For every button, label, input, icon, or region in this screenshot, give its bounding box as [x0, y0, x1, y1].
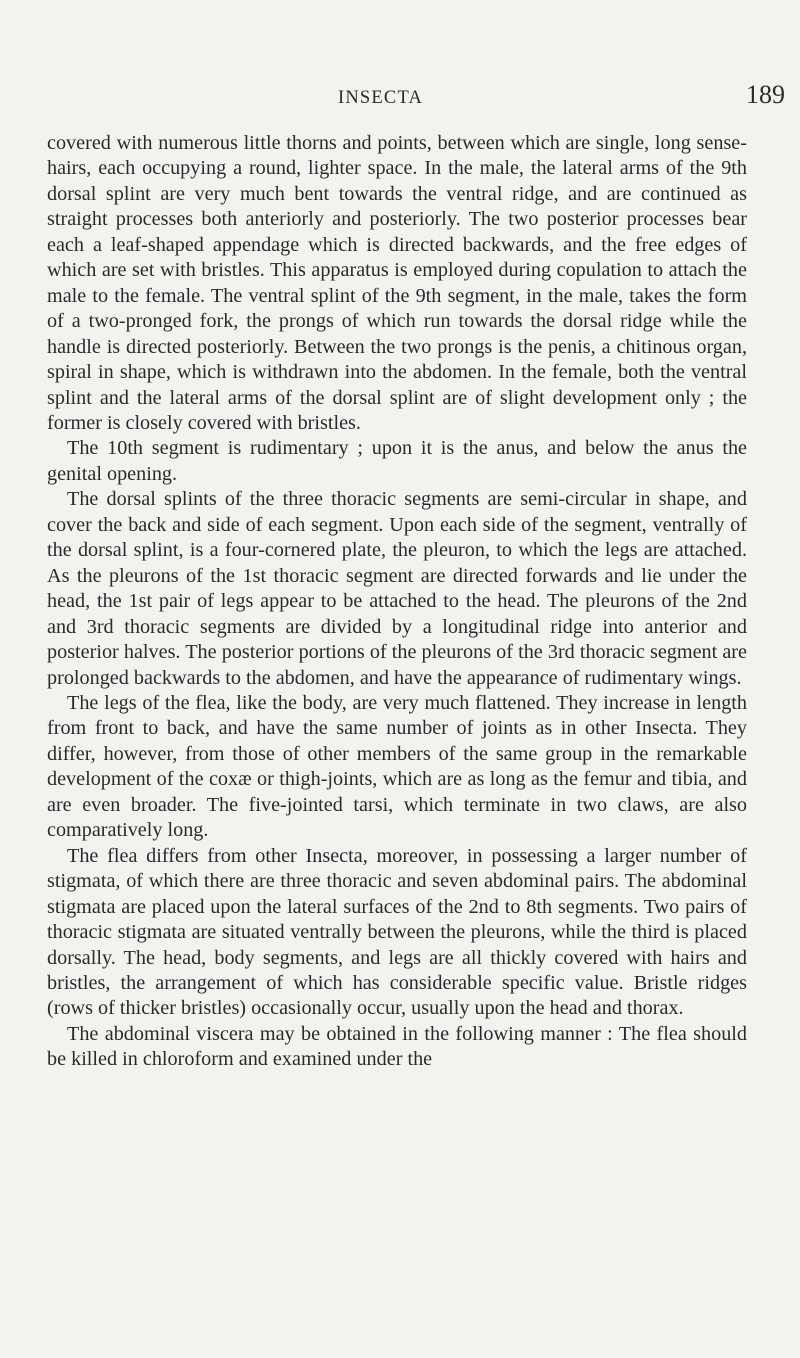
paragraph: The legs of the flea, like the body, are very much flattened. They increase in length from front to back, and have the same number of joints as in other Insecta. They differ, however, from those of other members of the same group in the remarkable development of the coxæ or thigh-joints, which are as long as the femur and tibia, and are even broader. The five-jointed tarsi, which terminate in two claws, are also comparatively long. — [47, 691, 747, 842]
paragraph: covered with numerous little thorns and points, between which are single, long sense-hairs, each occupying a round, lighter space. In the male, the lateral arms of the 9th dorsal splint are very much bent towards the ventral ridge, and are continued as straight processes both anteriorly and posteriorly. The two posterior processes bear each a leaf-shaped appendage which is directed backwards, and the free edges of which are set with bristles. This apparatus is employed during copulation to attach the male to the female. The ventral splint of the 9th segment, in the male, takes the form of a two-pronged fork, the prongs of which run towards the dorsal ridge while the handle is directed posteriorly. Between the two prongs is the penis, a chitinous organ, spiral in shape, which is withdrawn into the abdomen. In the female, both the ventral splint and the lateral arms of the dorsal splint are of slight development only ; the former is closely covered with bristles. — [47, 132, 747, 434]
running-title: INSECTA — [338, 88, 424, 108]
page-number: 189 — [746, 80, 785, 109]
paragraph: The flea differs from other Insecta, moreover, in possessing a larger number of stigmata, of which there are three thoracic and seven abdominal pairs. The abdominal stigmata are placed upon the lateral surfaces of the 2nd to 8th segments. Two pairs of thoracic stigmata are situated ventrally between the pleurons, while the third is placed dorsally. The head, body segments, and legs are all thickly covered with hairs and bristles, the arrangement of which has considerable specific value. Bristle ridges (rows of thicker bristles) occasionally occur, usually upon the head and thorax. — [47, 844, 747, 1020]
body-text — [47, 131, 747, 1073]
paragraph: The abdominal viscera may be obtained in the following manner : The flea should be killed in chloroform and examined under the — [47, 1022, 747, 1071]
paragraph: The 10th segment is rudimentary ; upon it is the anus, and below the anus the genital opening. — [47, 437, 747, 485]
paragraph: The dorsal splints of the three thoracic segments are semi-circular in shape, and cover the back and side of each segment. Upon each side of the segment, ventrally of the dorsal splint, is a four-cornered plate, the pleuron, to which the legs are attached. As the pleurons of the 1st thoracic segment are directed forwards and lie under the head, the 1st pair of legs appear to be attached to the head. The pleurons of the 2nd and 3rd thoracic segments are divided by a longitudinal ridge into anterior and posterior halves. The posterior portions of the pleurons of the 3rd thoracic segment are prolonged backwards to the abdomen, and have the appearance of rudimentary wings. — [47, 488, 747, 689]
